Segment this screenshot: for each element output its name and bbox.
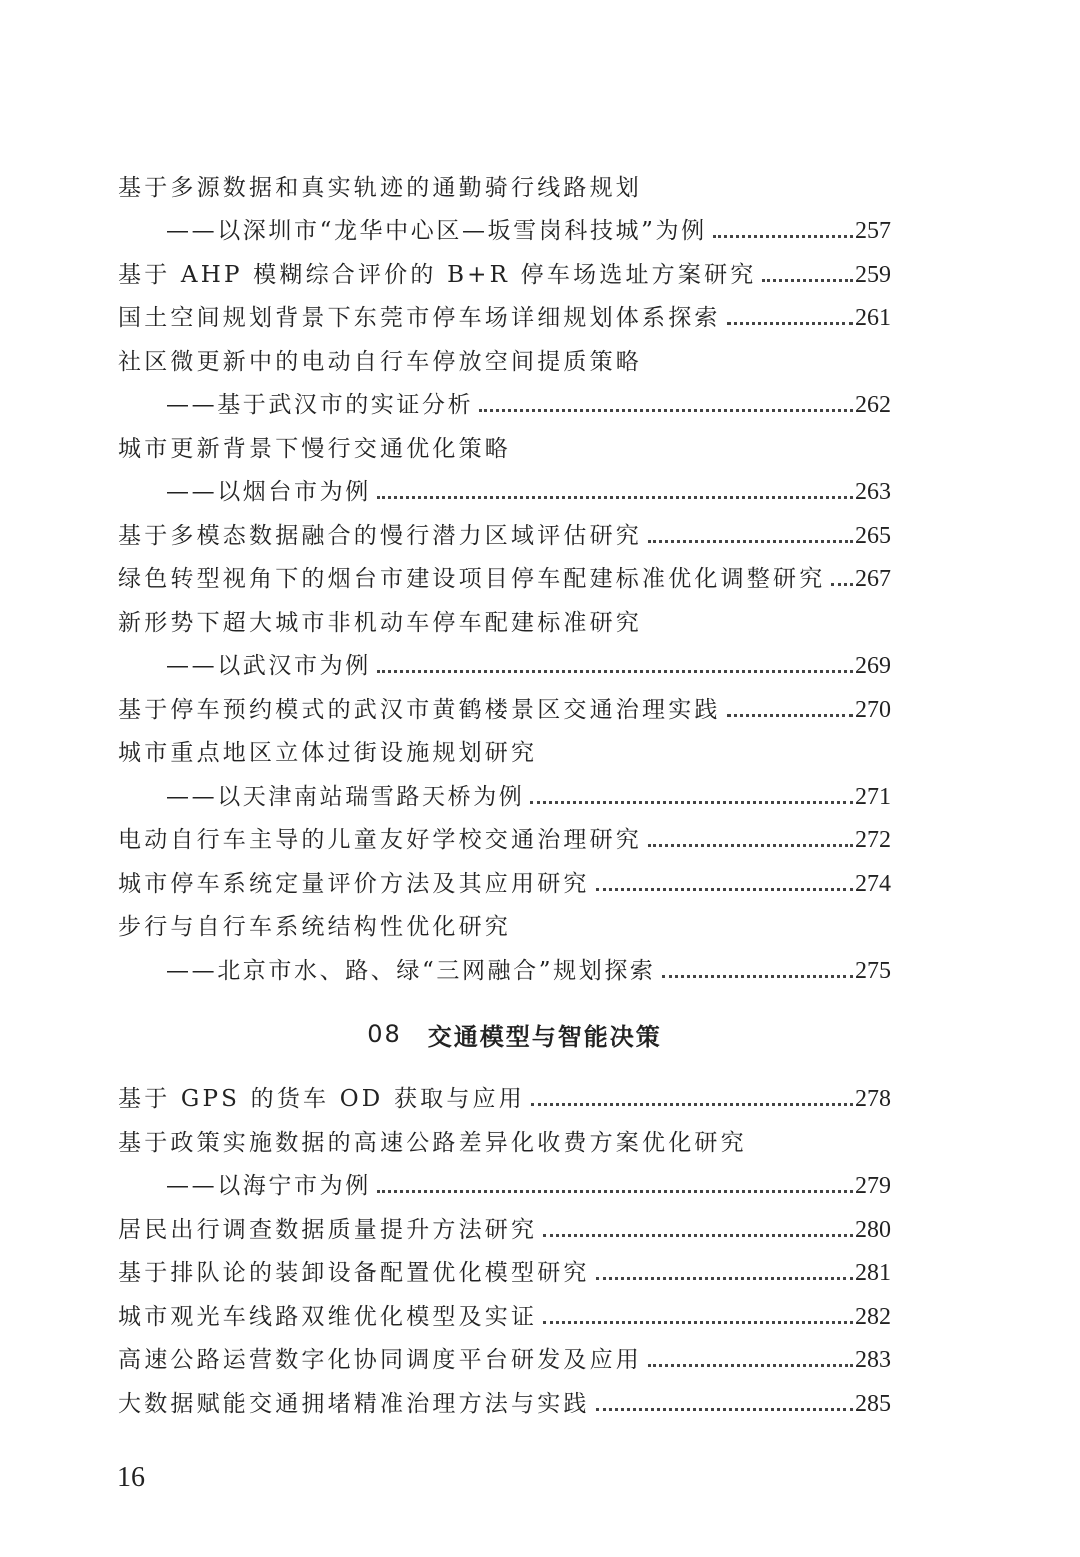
toc-entry <box>118 1338 891 1382</box>
toc-entry-page: 279 <box>855 1173 891 1199</box>
toc-entry-title: ——以武汉市为例 <box>166 653 371 679</box>
toc-entry-page: 262 <box>855 392 891 418</box>
toc-entry <box>118 731 891 775</box>
toc-entry-page: 267 <box>855 566 891 592</box>
toc-entry-title: 城市停车系统定量评价方法及其应用研究 <box>118 870 590 897</box>
section-title: 交通模型与智能决策 <box>427 1022 662 1051</box>
toc-entry-title: ——以天津南站瑞雪路天桥为例 <box>166 783 525 810</box>
toc-entry-title: 基于排队论的装卸设备配置优化模型研究 <box>118 1260 590 1286</box>
toc-entry-title: ——以深圳市“龙华中心区—坂雪岗科技城”为例 <box>166 218 707 244</box>
toc-entry <box>118 861 891 905</box>
toc-entry <box>118 165 891 209</box>
toc-entry <box>118 818 891 862</box>
toc-entry <box>118 905 891 949</box>
toc-entry-title: 基于多模态数据融合的慢行潜力区域评估研究 <box>118 522 642 549</box>
toc-entry-page: 271 <box>855 783 891 810</box>
toc-entry-page: 281 <box>855 1260 891 1286</box>
toc-entry-page: 278 <box>855 1086 891 1112</box>
toc-entry-subtitle <box>118 774 891 818</box>
toc-entry <box>118 687 891 731</box>
leader-dots <box>377 1190 853 1193</box>
toc-entry-page: 283 <box>855 1347 891 1373</box>
toc-entry-page: 282 <box>855 1303 891 1330</box>
toc-entry <box>118 600 891 644</box>
table-of-contents <box>118 165 891 1425</box>
toc-entry <box>118 1077 891 1121</box>
leader-dots <box>727 714 853 717</box>
leader-dots <box>596 1277 853 1280</box>
toc-entry-title: 步行与自行车系统结构性优化研究 <box>118 914 511 940</box>
leader-dots <box>727 322 853 325</box>
toc-entry-title: ——以海宁市为例 <box>166 1173 371 1199</box>
leader-dots <box>479 409 853 412</box>
toc-entry-page: 263 <box>855 479 891 505</box>
toc-entry <box>118 557 891 601</box>
leader-dots <box>543 1321 853 1324</box>
toc-entry-title: 绿色转型视角下的烟台市建设项目停车配建标准优化调整研究 <box>118 566 826 592</box>
toc-entry-title: 社区微更新中的电动自行车停放空间提质策略 <box>118 348 642 375</box>
toc-entry-page: 257 <box>855 218 891 244</box>
leader-dots <box>648 1364 853 1367</box>
toc-entry <box>118 1120 891 1164</box>
leader-dots <box>662 975 853 978</box>
toc-entry-page: 280 <box>855 1216 891 1243</box>
toc-entry-page: 261 <box>855 305 891 331</box>
leader-dots <box>543 1234 853 1237</box>
toc-entry <box>118 513 891 557</box>
toc-entry-page: 265 <box>855 522 891 549</box>
toc-entry-title: 新形势下超大城市非机动车停车配建标准研究 <box>118 609 642 636</box>
leader-dots <box>762 279 853 282</box>
toc-entry-title: 基于政策实施数据的高速公路差异化收费方案优化研究 <box>118 1129 747 1156</box>
toc-entry-title: 基于 GPS 的货车 OD 获取与应用 <box>118 1086 525 1112</box>
toc-entry <box>118 1294 891 1338</box>
toc-entry-title: 基于多源数据和真实轨迹的通勤骑行线路规划 <box>118 174 642 201</box>
toc-entry-title: 电动自行车主导的儿童友好学校交通治理研究 <box>118 827 642 853</box>
toc-entry-subtitle <box>118 470 891 514</box>
leader-dots <box>648 540 853 543</box>
toc-entry-title: 城市观光车线路双维优化模型及实证 <box>118 1303 538 1330</box>
toc-entry-title: 大数据赋能交通拥堵精准治理方法与实践 <box>118 1390 590 1417</box>
section-heading <box>118 992 891 1077</box>
toc-entry-subtitle <box>118 209 891 253</box>
section-number: 08 <box>367 1020 402 1048</box>
toc-entry-page: 269 <box>855 653 891 679</box>
toc-entry <box>118 1207 891 1251</box>
toc-entry-title: ——北京市水、路、绿“三网融合”规划探索 <box>166 957 656 984</box>
toc-list-before <box>118 165 891 992</box>
toc-entry <box>118 252 891 296</box>
toc-entry-title: 居民出行调查数据质量提升方法研究 <box>118 1216 538 1243</box>
leader-dots <box>531 1103 853 1106</box>
toc-list-after <box>118 1077 891 1425</box>
toc-entry-subtitle <box>118 644 891 688</box>
toc-entry-page: 285 <box>855 1390 891 1417</box>
toc-entry-title: 基于停车预约模式的武汉市黄鹤楼景区交通治理实践 <box>118 696 721 723</box>
toc-entry-title: 城市更新背景下慢行交通优化策略 <box>118 435 511 462</box>
leader-dots <box>377 496 853 499</box>
toc-entry-page: 274 <box>855 870 891 897</box>
toc-entry-page: 275 <box>855 957 891 984</box>
toc-entry <box>118 296 891 340</box>
leader-dots <box>648 844 853 847</box>
toc-entry <box>118 1381 891 1425</box>
toc-entry-page: 272 <box>855 827 891 853</box>
toc-entry-title: ——基于武汉市的实证分析 <box>166 392 474 418</box>
toc-entry-title: 基于 AHP 模糊综合评价的 B+R 停车场选址方案研究 <box>118 261 757 288</box>
toc-entry-title: ——以烟台市为例 <box>166 479 371 505</box>
leader-dots <box>377 670 853 673</box>
leader-dots <box>596 888 853 891</box>
toc-entry-subtitle <box>118 948 891 992</box>
leader-dots <box>713 235 853 238</box>
toc-entry <box>118 426 891 470</box>
toc-entry-subtitle <box>118 383 891 427</box>
toc-entry-subtitle <box>118 1164 891 1208</box>
leader-dots <box>596 1408 853 1411</box>
leader-dots <box>831 583 853 586</box>
toc-entry-page: 259 <box>855 261 891 288</box>
leader-dots <box>530 801 853 804</box>
toc-entry <box>118 339 891 383</box>
toc-entry <box>118 1251 891 1295</box>
toc-entry-title: 城市重点地区立体过街设施规划研究 <box>118 740 538 766</box>
page-number: 16 <box>117 1462 145 1493</box>
toc-entry-title: 高速公路运营数字化协同调度平台研发及应用 <box>118 1347 642 1373</box>
toc-entry-title: 国土空间规划背景下东莞市停车场详细规划体系探索 <box>118 305 721 331</box>
toc-entry-page: 270 <box>855 696 891 723</box>
